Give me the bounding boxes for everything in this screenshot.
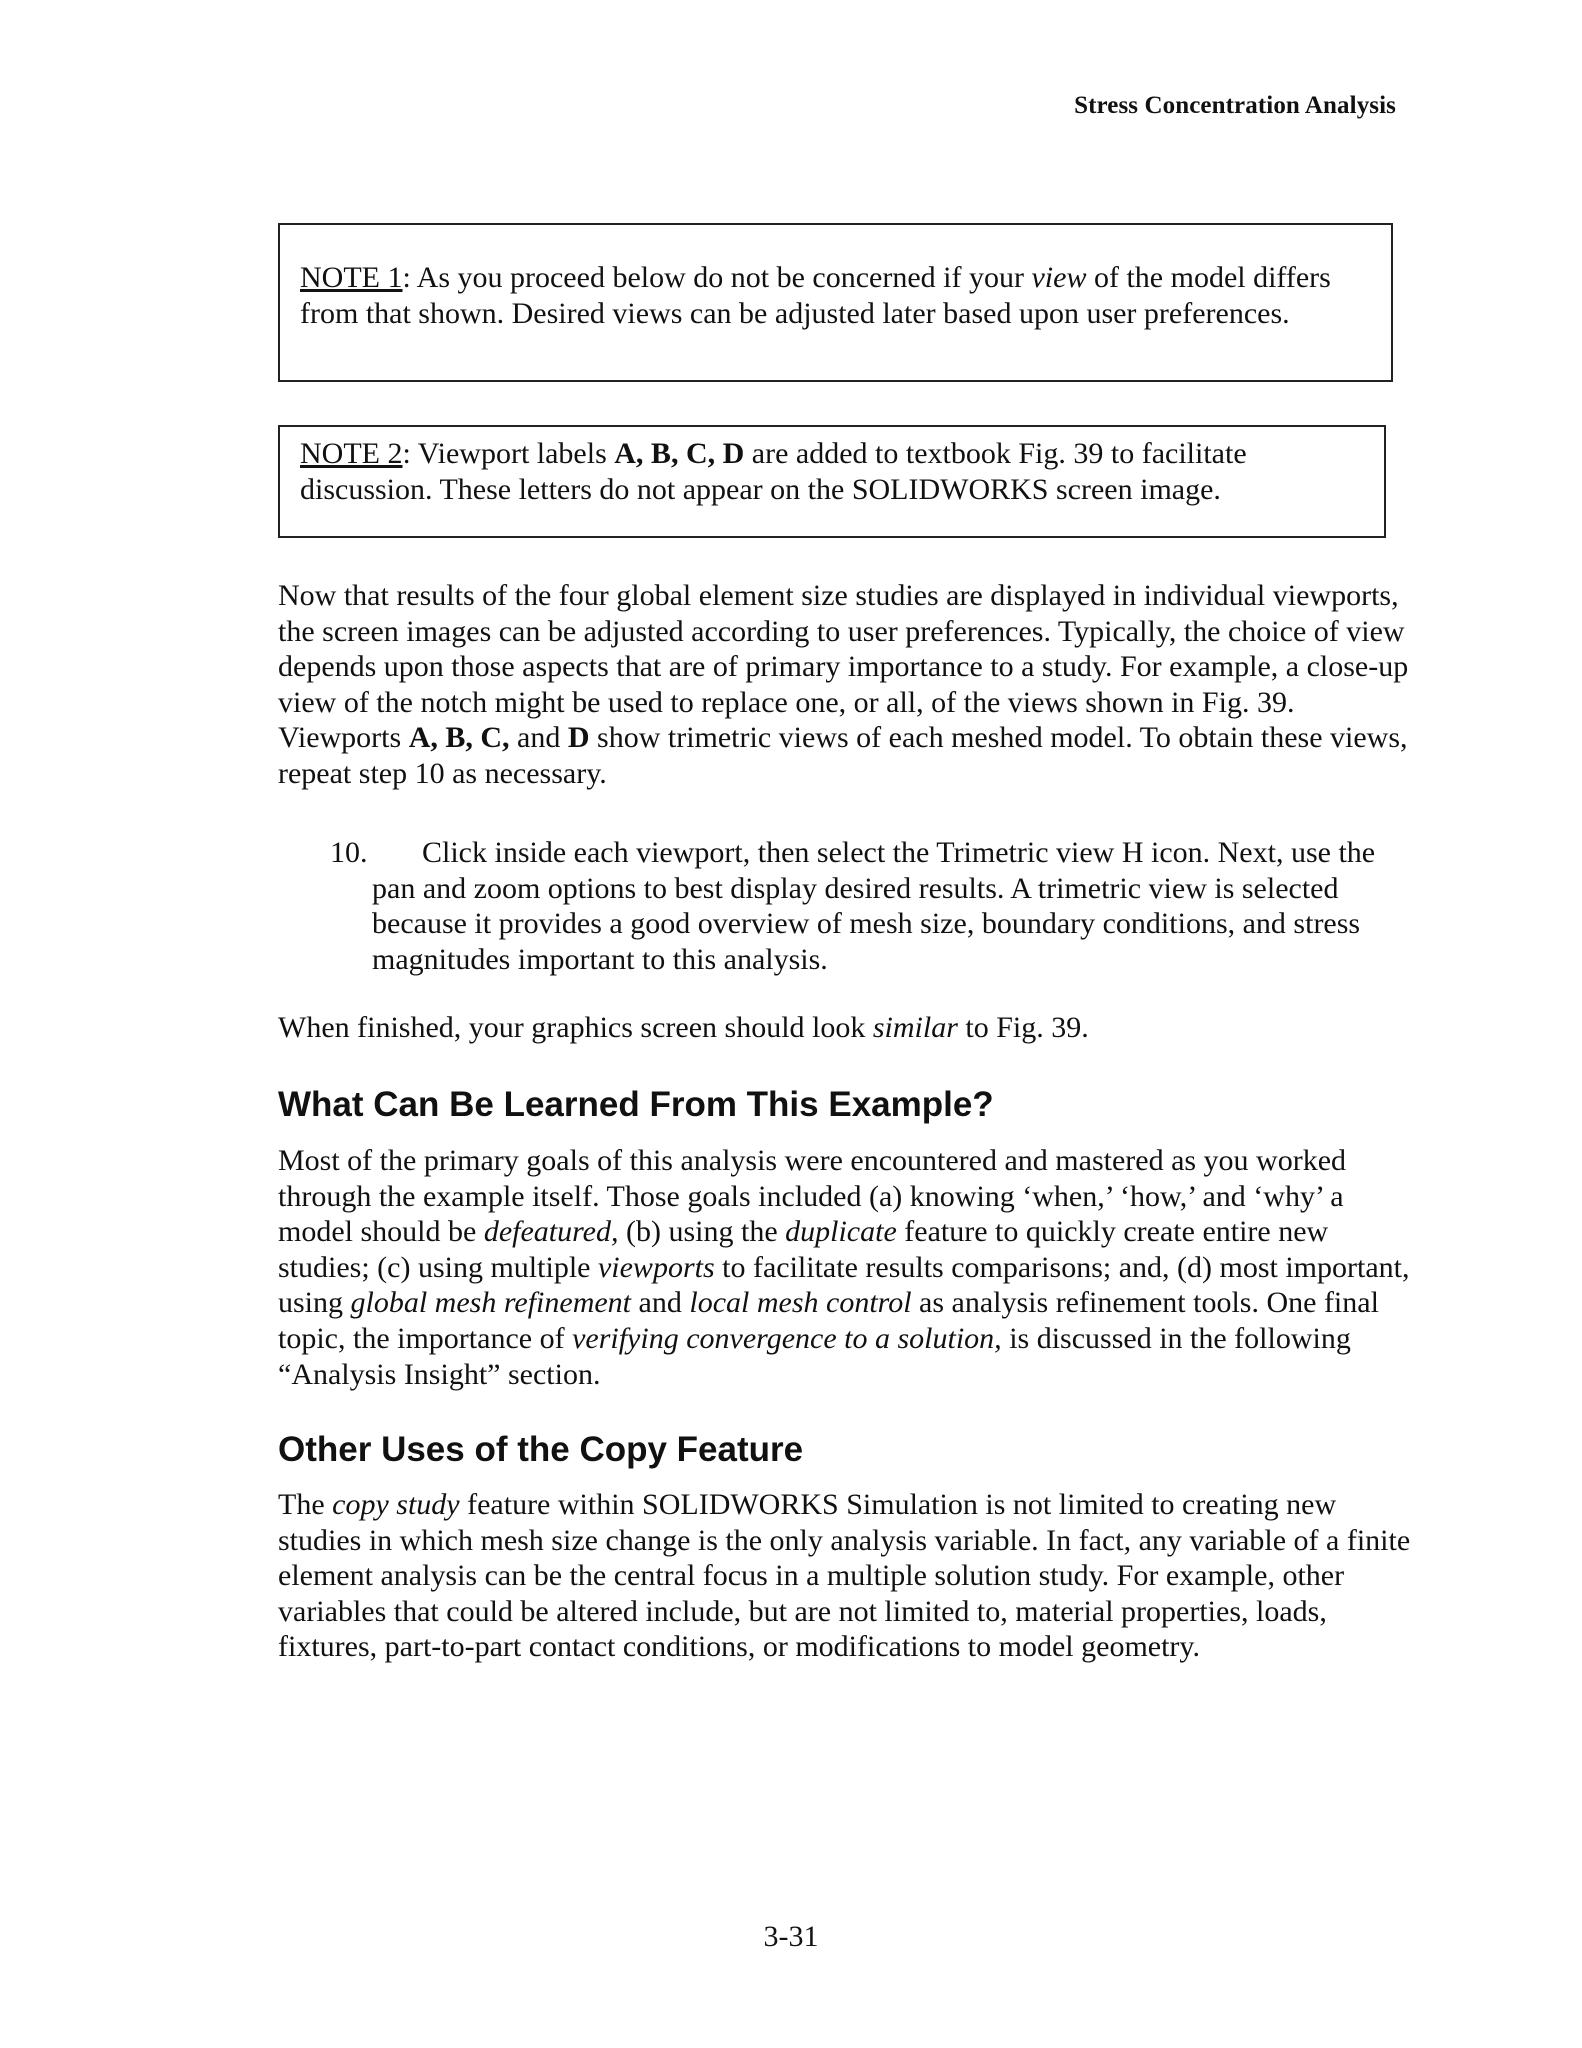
- note-1-label: NOTE 1: [300, 261, 403, 294]
- step-10: [330, 835, 1420, 977]
- learned-t7: is discussed in the following “Analysis Insight” section.: [278, 1321, 1351, 1391]
- learned-i1: defeatured,: [483, 1215, 619, 1249]
- note-2-label: NOTE 2: [300, 437, 403, 470]
- learned-i3: viewports: [597, 1250, 715, 1284]
- copy-t1: The: [278, 1488, 333, 1521]
- note-1-box: [278, 223, 1393, 382]
- intro-text-a: Now that results of the four global element size studies are displayed in individual viewports, the screen images can be adjusted according to user preferences. Typically, the choice of view depends upon those aspects that are of primary importance to a study. For example, a close-up view of the notch might be used to replace one, or all, of the views shown in Fig. 39. Viewports: [278, 579, 1409, 755]
- page-number: 3-31: [763, 1920, 819, 1953]
- note-2-bold: A, B, C, D: [614, 437, 745, 470]
- finished-italic: similar: [872, 1011, 958, 1044]
- intro-text-c: show trimetric views of each meshed model. To obtain these views, repeat step 10 as necessary.: [278, 721, 1408, 790]
- note-2-box: [278, 425, 1386, 538]
- learned-i6: verifying convergence to a solution,: [572, 1321, 1002, 1355]
- section-heading-learned: What Can Be Learned From This Example?: [278, 1085, 994, 1124]
- finished-text-b: to Fig. 39.: [957, 1011, 1089, 1044]
- learned-i5: local mesh control: [689, 1286, 912, 1320]
- step-10-text: Click inside each viewport, then select the Trimetric view H icon. Next, use the pan and zoom options to best display desired results. A trimetric view is selected because it provides a good overview of mesh size, boundary conditions, and stress magnitudes important to this analysis.: [372, 836, 1376, 976]
- copy-i1: copy study: [332, 1488, 460, 1521]
- learned-i4: global mesh refinement: [350, 1286, 632, 1320]
- note-2-text-a: : Viewport labels: [402, 437, 615, 470]
- intro-text-b: and: [509, 721, 568, 755]
- section-heading-copy: Other Uses of the Copy Feature: [278, 1430, 804, 1469]
- learned-t1: Most of the primary goals of this analysis were encountered and mastered as you worked through the example itself. Those goals included (a) knowing ‘when,’ ‘how,’ and ‘why’ a model should be: [278, 1144, 1347, 1249]
- intro-paragraph: [278, 578, 1418, 792]
- finished-paragraph: [278, 1010, 1418, 1046]
- learned-t5: and: [631, 1286, 690, 1320]
- learned-t3: feature to quickly create entire new studies; (c) using multiple: [278, 1215, 1329, 1284]
- learned-t2: (b) using the: [618, 1215, 786, 1249]
- copy-t2: feature within SOLIDWORKS Simulation is not limited to creating new studies in which mesh size change is the only analysis variable. In fact, any variable of a finite element analysis can be the central focus in a multiple solution study. For example, other variables that could be altered include, but are not limited to, material properties, loads, fixtures, part-to-part contact conditions, or modifications to model geometry.: [278, 1488, 1411, 1664]
- learned-i2: duplicate: [785, 1215, 897, 1249]
- note-1-text-a: : As you proceed below do not be concerned if your: [402, 261, 1032, 294]
- learned-t6: as analysis refinement tools. One final topic, the importance of: [278, 1286, 1379, 1355]
- learned-t4: to facilitate results comparisons; and, (d) most important, using: [278, 1250, 1410, 1320]
- learned-paragraph: [278, 1143, 1418, 1392]
- note-1-italic: view: [1031, 261, 1087, 294]
- running-header: Stress Concentration Analysis: [1074, 92, 1396, 119]
- note-1-text-b: of the model differs from that shown. Desired views can be adjusted later based upon user preferences.: [300, 261, 1331, 330]
- finished-text-a: When finished, your graphics screen should look: [278, 1011, 873, 1044]
- note-2-text-b: are added to textbook Fig. 39 to facilitate discussion. These letters do not appear on the SOLIDWORKS screen image.: [300, 437, 1247, 506]
- intro-bold-1: A, B, C,: [408, 721, 510, 755]
- intro-bold-2: D: [567, 721, 590, 755]
- step-10-number: 10.: [330, 836, 368, 869]
- copy-paragraph: [278, 1487, 1418, 1665]
